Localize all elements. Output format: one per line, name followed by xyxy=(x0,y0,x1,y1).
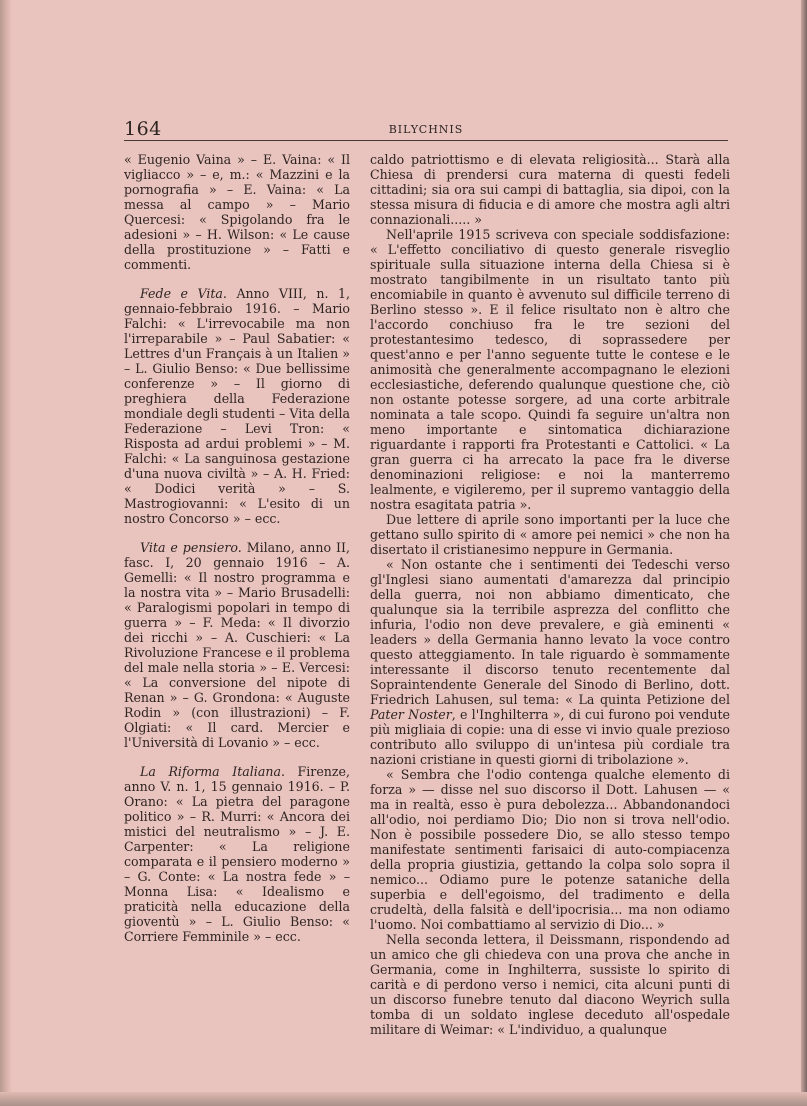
journal-title: Vita e pensiero. xyxy=(140,540,242,555)
header-rule xyxy=(124,140,728,141)
entry-body: Milano, anno II, fasc. I, 20 gennaio 1916 – A. Gemelli: « Il nostro programma e la nostra vita » – Mario Brusadelli: « Paralogismi popolari in tempo di guerra » – F. Meda: « Il divorzio dei ricchi » – A. Cuschieri: « La Rivoluzione Francese e il problema del male nella storia » – E. Vercesi: « La conversione del nipote di Renan » – G. Grondona: « Auguste Rodin » (con illustrazioni) – F. Olgiati: « Il card. Mercier e l'Università di Lovanio » – ecc. xyxy=(124,540,350,750)
paragraph-2: Nell'aprile 1915 scriveva con speciale soddisfazione: « L'effetto conciliativo di questo generale risveglio spirituale sulla situazione interna della Chiesa si è mostrato tangibilmente in un risultato tanto più encomiabile in quanto è avvenuto sul difficile terreno di Berlino stesso ». E il felice risultato non è altro che l'accordo conchiuso fra le tre sezioni del protestantesimo tedesco, di soprassedere per quest'anno e per l'anno seguente tutte le contese e le animosità che generalmente accompagnano le elezioni ecclesiastiche, deferendo qualunque questione che, ciò non ostante potesse sorgere, ad una corte arbitrale nominata a tale scopo. Quindi fa seguire un'altra non meno importante e sintomatica dichiarazione riguardante i rapporti fra Protestanti e Cattolici. « La gran guerra ci ha arrecato la pace fra le diverse denominazioni religiose: e noi la manterremo lealmente, e vigileremo, per il supremo vantaggio della nostra esagitata patria ». xyxy=(370,227,730,512)
entry-body: Firenze, anno V. n. 1, 15 gennaio 1916. – P. Orano: « La pietra del paragone politico » – R. Murri: « Ancora dei mistici del neutralismo » – J. E. Carpenter: « La religione comparata e il pensiero moderno » – G. Conte: « La nostra fede » – Monna Lisa: « Idealismo e praticità nella educazione della gioventù » – L. Giulio Benso: « Corriere Femminile » – ecc. xyxy=(124,764,350,944)
left-column xyxy=(124,152,350,958)
paragraph-3: Due lettere di aprile sono importanti per la luce che gettano sullo spirito di « amore pei nemici » che non ha disertato il cristianesimo neppure in Germania. xyxy=(370,512,730,557)
pater-noster: Pater Noster xyxy=(370,707,452,722)
page-header xyxy=(124,118,728,142)
paragraph-4-end: , e l'Inghilterra », di cui furono poi vendute più migliaia di copie: una di esse vi invio quale prezioso contributo allo sviluppo di un'intesa più cordiale tra nazioni cristiane in questi giorni di tribolazione ». xyxy=(370,707,730,767)
entry-fede-e-vita xyxy=(124,286,350,526)
right-column xyxy=(370,152,730,1037)
page-edge-right xyxy=(801,0,807,1106)
paragraph-6: Nella seconda lettera, il Deissmann, rispondendo ad un amico che gli chiedeva con una prova che anche in Germania, come in Inghilterra, sussiste lo spirito di carità e di perdono verso i nemici, cita alcuni punti di un discorso funebre tenuto dal diacono Weyrich sulla tomba di un soldato inglese deceduto all'ospedale militare di Weimar: « L'individuo, a qualunque xyxy=(370,932,730,1037)
journal-title: Fede e Vita. xyxy=(140,286,227,301)
page-number: 164 xyxy=(124,118,162,140)
page-edge-bottom xyxy=(0,1092,807,1106)
entry-la-riforma-italiana xyxy=(124,764,350,944)
paragraph-1: caldo patriottismo e di elevata religiosità... Starà alla Chiesa di prendersi cura materna di questi fedeli cittadini; sia ora sui campi di battaglia, sia dipoi, con la stessa misura di fiducia e di amore che mostra agli altri connazionali..... » xyxy=(370,152,730,227)
entry-vita-e-pensiero xyxy=(124,540,350,750)
paragraph-4-text: « Non ostante che i sentimenti dei Tedeschi verso gl'Inglesi siano aumentati d'amarezza dal principio della guerra, noi non abbiamo dimenticato, che qualunque sia la terribile asprezza del conflitto che infuria, l'odio non deve prevalere, e già eminenti « leaders » della Germania hanno levato la voce contro questo atteggiamento. In tale riguardo è sommamente interessante il discorso tenuto recentemente dal Sopraintendente Generale del Sinodo di Berlino, dott. Friedrich Lahusen, sul tema: « La quinta Petizione del xyxy=(370,557,730,707)
entry-body: Anno VIII, n. 1, gennaio-febbraio 1916. – Mario Falchi: « L'irrevocabile ma non l'irreparabile » – Paul Sabatier: « Lettres d'un Français à un Italien » – L. Giulio Benso: « Due bellissime conferenze » – Il giorno di preghiera della Federazione mondiale degli studenti – Vita della Federazione – Levi Tron: « Risposta ad ardui problemi » – M. Falchi: « La sanguinosa gestazione d'una nuova civiltà » – A. H. Fried: « Dodici verità » – S. Mastrogiovanni: « L'esito di un nostro Concorso » – ecc. xyxy=(124,286,350,526)
paragraph-5: « Sembra che l'odio contenga qualche elemento di forza » — disse nel suo discorso il Dott. Lahusen — « ma in realtà, esso è pura debolezza... Abbandonandoci all'odio, noi perdiamo Dio; Dio non si trova nell'odio. Non è possibile possedere Dio, se allo stesso tempo manifestate sentimenti farisaici di auto-compiacenza della propria giustizia, gettando la colpa solo sopra il nemico... Odiamo pure le potenze sataniche della superbia e dell'egoismo, del tradimento e della crudeltà, della falsità e dell'ipocrisia... ma non odiamo l'uomo. Noi combattiamo al servizio di Dio... » xyxy=(370,767,730,932)
journal-title: La Riforma Italiana. xyxy=(140,764,285,779)
page-edge-left xyxy=(0,0,12,1106)
paragraph-4 xyxy=(370,557,730,767)
running-head: BILYCHNIS xyxy=(388,123,464,136)
entry-eugenio-vaina: « Eugenio Vaina » – E. Vaina: « Il vigliacco » – e, m.: « Mazzini e la pornografia » – E. Vaina: « La messa al campo » – Mario Quercesi: « Spigolando fra le adesioni » – H. Wilson: « Le cause della prostituzione » – Fatti e commenti. xyxy=(124,152,350,272)
